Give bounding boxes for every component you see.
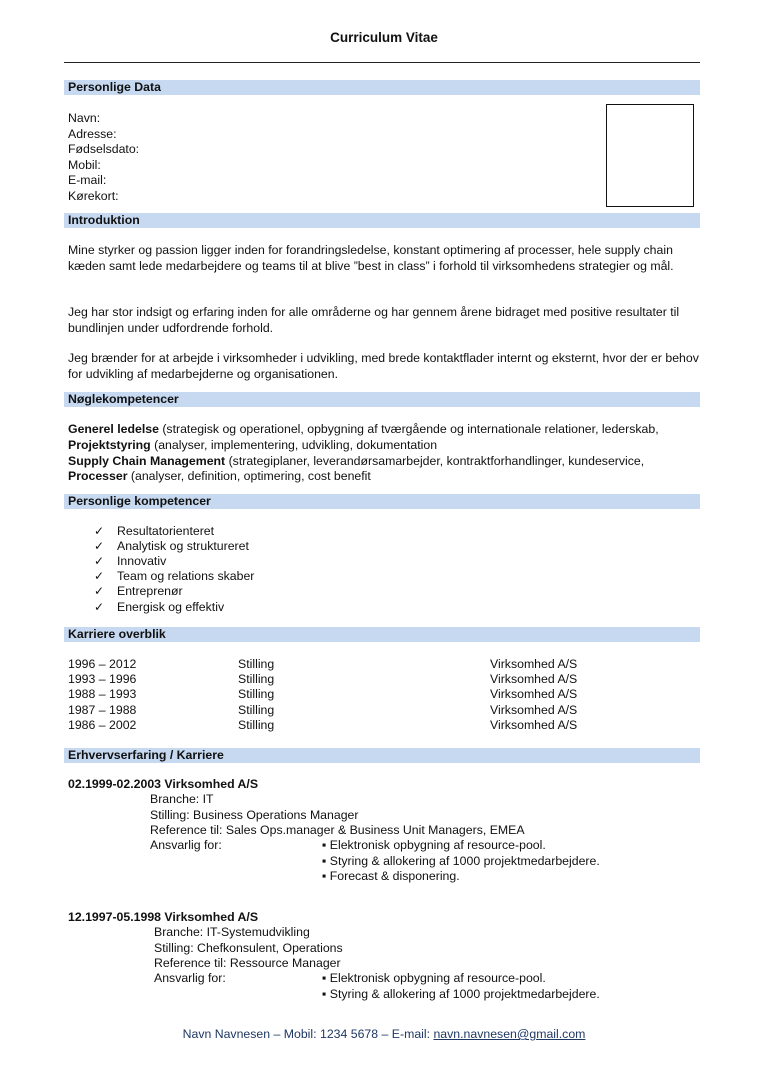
footer — [0, 1027, 768, 1043]
job-responsibility: ▪ Elektronisk opbygning af resource-pool. — [322, 838, 546, 853]
job-detail: Branche: IT-Systemudvikling — [154, 925, 310, 940]
footer-contact: Navn Navnesen – Mobil: 1234 5678 – E-mail: — [182, 1027, 434, 1041]
personal-field-label: Adresse: — [68, 126, 117, 141]
career-company: Virksomhed A/S — [490, 717, 578, 732]
career-position: Stilling — [238, 687, 275, 702]
key-competence-item — [68, 454, 644, 470]
career-company: Virksomhed A/S — [490, 702, 578, 717]
check-icon: ✓ — [94, 524, 105, 538]
intro-paragraph-1: Mine styrker og passion ligger inden for forandringsledelse, konstant optimering af processer, hele supply chain kæden samt lede medarbejdere og teams til at blive ”best in class” i forhold til virksomhedens strategier og mål. — [68, 243, 674, 273]
key-competence-detail: (analyser, implementering, udvikling, dokumentation — [150, 437, 438, 452]
personal-field-label: Fødselsdato: — [68, 142, 140, 157]
check-icon: ✓ — [94, 569, 105, 584]
career-period: 1996 – 2012 — [68, 657, 137, 671]
personal-competence-item: Analytisk og struktureret — [117, 539, 249, 554]
personal-field-label: Mobil: — [68, 157, 101, 172]
personal-competence-item: Resultatorienteret — [117, 524, 215, 538]
personal-competence-item: Innovativ — [117, 554, 167, 569]
key-competence-title: Projektstyring — [68, 437, 151, 452]
section-personal-data: Personlige Data — [64, 80, 700, 95]
job-responsibility: ▪ Forecast & disponering. — [322, 868, 460, 883]
job-detail: Reference til: Ressource Manager — [154, 955, 341, 970]
personal-competence-item: Energisk og effektiv — [117, 599, 225, 614]
career-position: Stilling — [238, 657, 275, 671]
key-competence-detail: (strategiplaner, leverandørsamarbejder, kontraktforhandlinger, kundeservice, — [225, 453, 645, 468]
job-heading: 02.1999-02.2003 Virksomhed A/S — [68, 777, 259, 791]
job-detail: Ansvarlig for: — [150, 838, 222, 853]
key-competence-title: Processer — [68, 469, 128, 484]
personal-field-label: Navn: — [68, 111, 101, 125]
photo-placeholder — [606, 104, 694, 207]
key-competence-item — [68, 422, 659, 438]
career-company: Virksomhed A/S — [490, 657, 578, 671]
career-company: Virksomhed A/S — [490, 687, 578, 702]
section-career-overview: Karriere overblik — [64, 627, 700, 642]
career-period: 1986 – 2002 — [68, 717, 137, 732]
job-detail: Stilling: Business Operations Manager — [150, 807, 359, 822]
career-company: Virksomhed A/S — [490, 672, 578, 687]
job-detail: Branche: IT — [150, 792, 214, 807]
key-competence-title: Generel ledelse — [68, 422, 159, 436]
key-competence-item — [68, 469, 371, 485]
career-position: Stilling — [238, 717, 275, 732]
job-responsibility: ▪ Styring & allokering af 1000 projektmedarbejdere. — [322, 986, 600, 1001]
intro-paragraph-2: Jeg har stor indsigt og erfaring inden for alle områderne og har gennem årene bidraget med positive resultater til bundlinjen under udfordrende forhold. — [68, 305, 680, 335]
section-introduction: Introduktion — [64, 213, 700, 228]
intro-paragraph-3: Jeg brænder for at arbejde i virksomheder i udvikling, med brede kontaktflader internt og eksternt, hvor der er behov for udvikling af medarbejderne og organisationen. — [68, 351, 699, 381]
career-period: 1993 – 1996 — [68, 672, 137, 687]
career-period: 1987 – 1988 — [68, 702, 137, 717]
career-position: Stilling — [238, 672, 275, 687]
check-icon: ✓ — [94, 584, 105, 599]
personal-competence-item: Team og relations skaber — [117, 569, 255, 584]
page-title: Curriculum Vitae — [330, 30, 438, 45]
key-competence-item — [68, 438, 437, 454]
job-responsibility: ▪ Elektronisk opbygning af resource-pool. — [322, 971, 546, 986]
key-competence-detail: (strategisk og operationel, opbygning af tværgående og internationale relationer, lederskab, — [158, 422, 659, 436]
career-period: 1988 – 1993 — [68, 687, 137, 702]
job-detail: Stilling: Chefkonsulent, Operations — [154, 940, 343, 955]
job-responsibility: ▪ Styring & allokering af 1000 projektmedarbejdere. — [322, 853, 600, 868]
check-icon: ✓ — [94, 599, 105, 614]
check-icon: ✓ — [94, 554, 105, 569]
section-key-competences: Nøglekompetencer — [64, 392, 700, 407]
key-competence-detail: (analyser, definition, optimering, cost benefit — [127, 469, 371, 484]
section-personal-competences: Personlige kompetencer — [64, 494, 700, 509]
job-detail: Ansvarlig for: — [154, 971, 226, 986]
job-heading: 12.1997-05.1998 Virksomhed A/S — [68, 910, 259, 924]
key-competence-title: Supply Chain Management — [68, 453, 226, 468]
job-detail: Reference til: Sales Ops.manager & Business Unit Managers, EMEA — [150, 822, 525, 837]
title-divider — [64, 62, 700, 63]
personal-field-label: Kørekort: — [68, 189, 119, 203]
footer-email-link[interactable]: navn.navnesen@gmail.com — [433, 1027, 586, 1041]
career-position: Stilling — [238, 702, 275, 717]
check-icon: ✓ — [94, 539, 105, 554]
personal-competence-item: Entreprenør — [117, 584, 183, 599]
section-experience: Erhvervserfaring / Karriere — [64, 748, 700, 763]
personal-field-label: E-mail: — [68, 173, 107, 188]
